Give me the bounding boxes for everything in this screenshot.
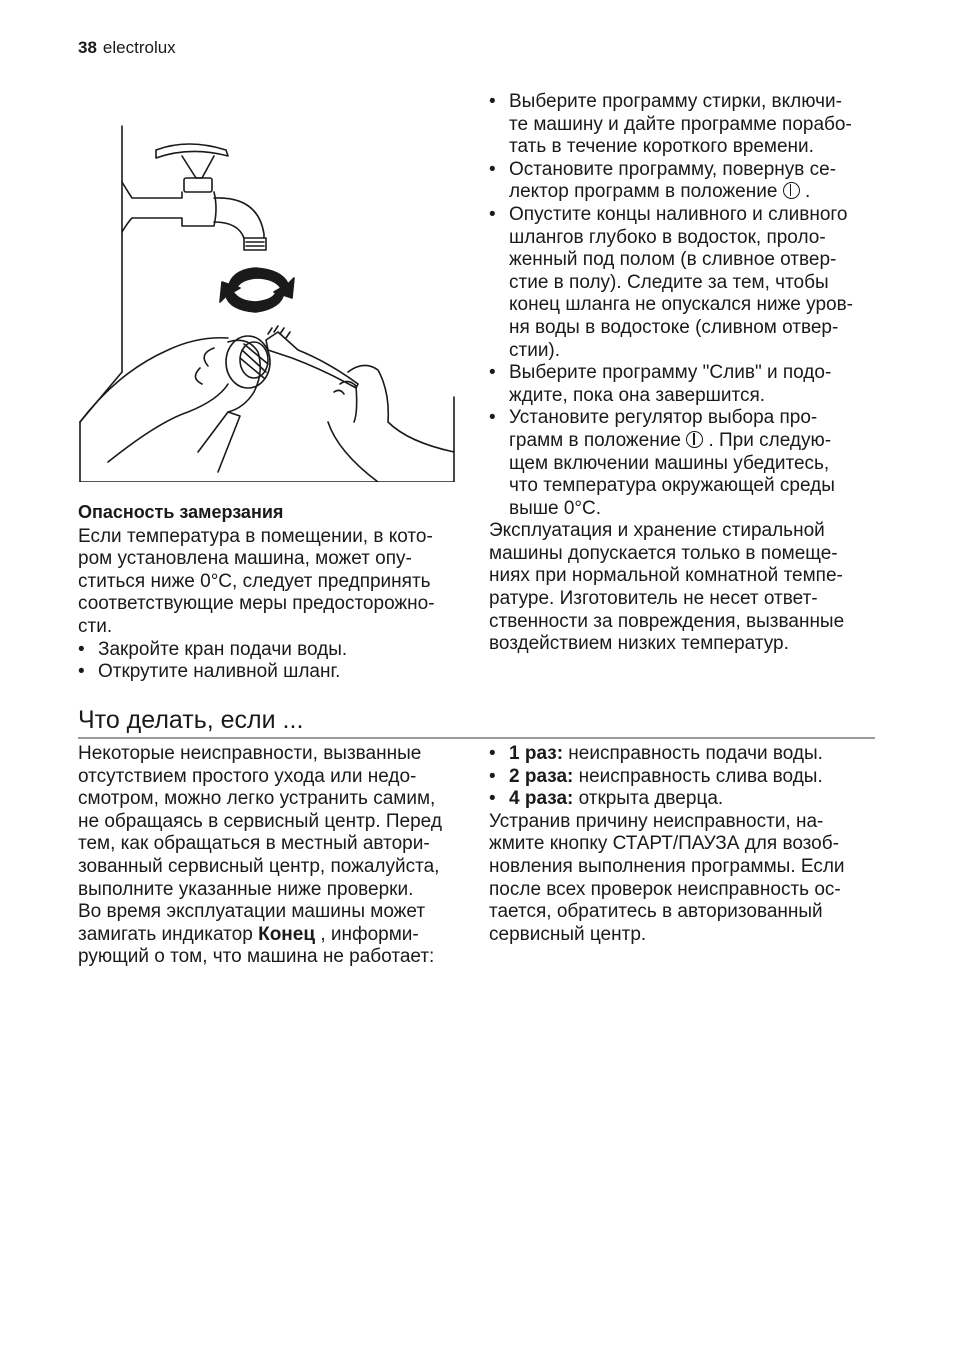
left-hand-filter-icon: [80, 336, 270, 472]
line: тем, как обращаться в местный автори-: [78, 833, 430, 855]
line: .: [804, 181, 811, 203]
line: стие в полу). Следите за тем, чтобы: [509, 271, 829, 293]
section-title: Что делать, если ...: [78, 705, 875, 739]
line: Опустите концы наливного и сливного: [509, 203, 848, 225]
list-item: [489, 407, 884, 520]
brush-icon: [266, 326, 358, 388]
line: ждите, пока она завершится.: [509, 384, 766, 406]
blink-codes-list: [489, 743, 884, 811]
line: ститься ниже 0°C, следует предпринять: [78, 570, 431, 592]
line: не обращаясь в сервисный центр. Перед: [78, 810, 442, 832]
list-item: [489, 788, 884, 811]
line: Если температура в помещении, в кото-: [78, 525, 433, 547]
line: ня воды в водостоке (сливном отвер-: [509, 316, 839, 338]
line: ственности за повреждения, вызванные: [489, 610, 845, 632]
blink-codes-section: [489, 743, 884, 946]
line: Выберите программу "Слив" и подо-: [509, 362, 832, 384]
line: стии).: [509, 339, 561, 361]
line: смотром, можно легко устранить самим,: [78, 788, 436, 810]
list-item: • Открутите наливной шланг.: [78, 661, 468, 684]
list-item: [489, 362, 884, 407]
off-position-icon: [686, 431, 703, 448]
indicator-paragraph: [78, 901, 478, 969]
line: ром установлена машина, может опу-: [78, 548, 412, 570]
line: сервисный центр.: [489, 923, 647, 945]
line: грамм в положение: [509, 429, 681, 451]
drain-steps-section: [489, 91, 884, 656]
list-item: [489, 91, 884, 159]
line: Выберите программу стирки, включи-: [509, 91, 842, 112]
brand-name: electrolux: [102, 38, 176, 57]
troubleshooting-intro: [78, 743, 478, 969]
blink-count: 2 раза:: [509, 765, 574, 787]
blink-count: 1 раз:: [509, 743, 564, 764]
rotate-arrow-icon: [220, 268, 294, 312]
line: сти.: [78, 615, 113, 637]
line: те машину и дайте программе порабо-: [509, 113, 852, 135]
line: лектор программ в положение: [509, 181, 778, 203]
subheading-freezing: Опасность замерзания: [78, 502, 284, 522]
blink-meaning: неисправность подачи воды.: [563, 743, 823, 764]
blink-count: 4 раза:: [509, 788, 574, 810]
page-number: 38: [78, 38, 97, 57]
line: что температура окружающей среды: [509, 475, 835, 497]
line: Во время эксплуатации машины может: [78, 901, 426, 923]
line: ниях при нормальной комнатной темпе-: [489, 565, 843, 587]
line: отсутствием простого ухода или недо-: [78, 765, 417, 787]
end-indicator-label: Конец: [258, 923, 316, 945]
drain-steps-list: [489, 91, 884, 520]
line: Устранив причину неисправности, на-: [489, 810, 824, 832]
blink-meaning: неисправность слива воды.: [573, 765, 823, 787]
line: . При следую-: [708, 429, 832, 451]
line: , информи-: [320, 923, 419, 945]
list-item: • Закройте кран подачи воды.: [78, 639, 468, 662]
faucet-icon: [122, 144, 266, 250]
intro-paragraph: [78, 743, 478, 901]
line: тается, обратитесь в авторизованный: [489, 901, 823, 923]
line: конец шланга не опускался ниже уров-: [509, 294, 853, 316]
freezing-paragraph: [78, 526, 468, 639]
freezing-danger-section: [78, 501, 468, 684]
line: ратуре. Изготовитель не несет ответ-: [489, 588, 818, 610]
line: выполните указанные ниже проверки.: [78, 878, 414, 900]
list-item: [489, 159, 884, 204]
line: зованный сервисный центр, пожалуйста,: [78, 855, 440, 877]
line: Некоторые неисправности, вызванные: [78, 743, 422, 764]
freezing-steps-list: [78, 639, 468, 684]
list-item: [489, 743, 884, 766]
blink-meaning: открыта дверца.: [573, 788, 724, 810]
line: тать в течение короткого времени.: [509, 136, 814, 158]
list-item: [489, 204, 884, 362]
resume-paragraph: [489, 811, 884, 947]
line: машины допускается только в помеще-: [489, 542, 838, 564]
line: замигать индикатор: [78, 923, 253, 945]
line: шлангов глубоко в водосток, проло-: [509, 226, 826, 248]
line: новления выполнения программы. Если: [489, 855, 845, 877]
line: выше 0°C.: [509, 497, 602, 519]
line: женный под полом (в сливное отвер-: [509, 249, 837, 271]
filter-cleaning-illustration: [78, 122, 456, 482]
off-position-icon: [783, 182, 800, 199]
line: Установите регулятор выбора про-: [509, 407, 818, 429]
line: Эксплуатация и хранение стиральной: [489, 520, 825, 542]
list-item: [489, 766, 884, 789]
line: щем включении машины убедитесь,: [509, 452, 830, 474]
storage-paragraph: [489, 520, 884, 656]
line: жмите кнопку СТАРТ/ПАУЗА для возоб-: [489, 833, 839, 855]
line: Остановите программу, повернув се-: [509, 158, 837, 180]
line: воздействием низких температур.: [489, 633, 789, 655]
line: рующий о том, что машина не работает:: [78, 946, 435, 968]
page-header: [78, 38, 176, 58]
line: соответствующие меры предосторожно-: [78, 593, 435, 615]
line: после всех проверок неисправность ос-: [489, 878, 841, 900]
